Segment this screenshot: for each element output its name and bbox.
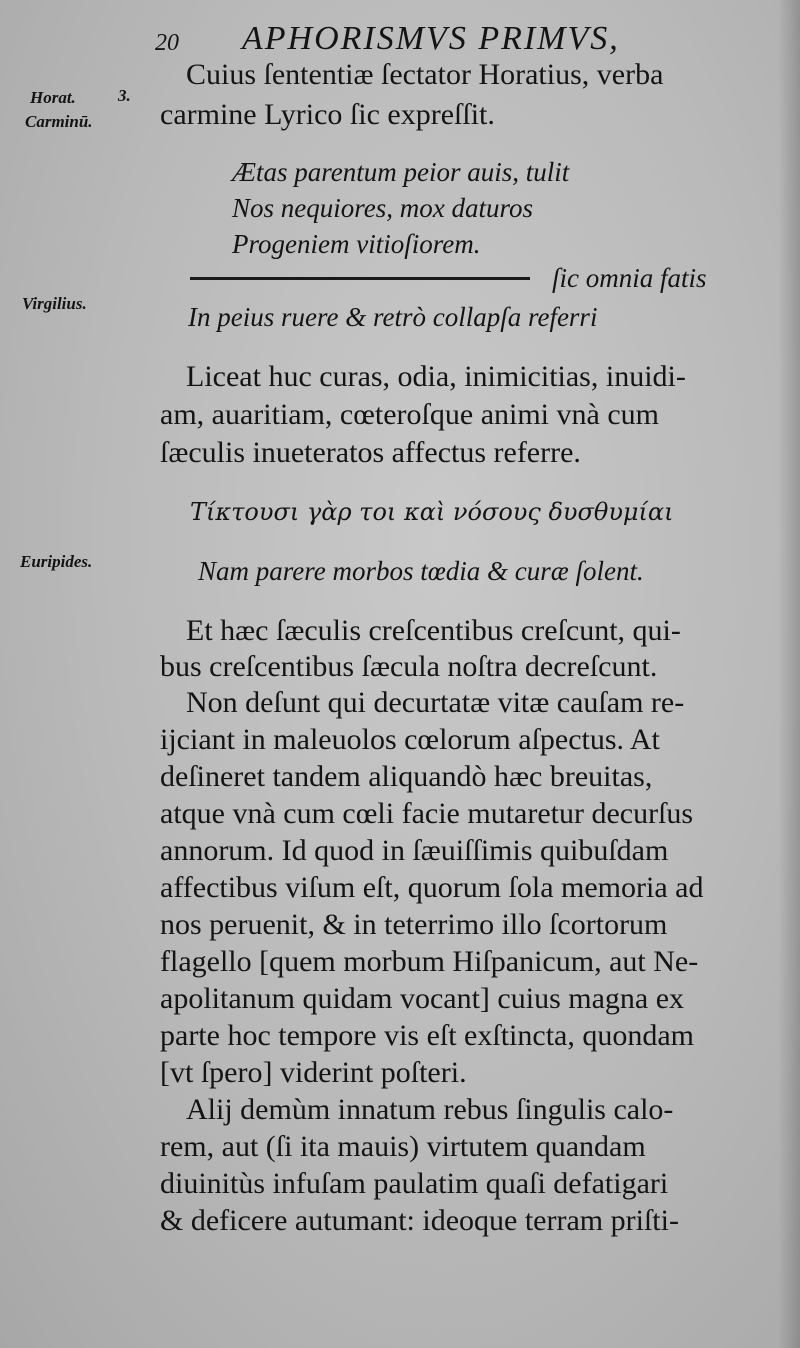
paragraph-5-line-1: Alij demùm innatum rebus ſingulis calo- — [186, 1093, 674, 1126]
paragraph-2-line-2: am, auaritiam, cœteroſque animi vnà cum — [160, 398, 659, 431]
verse-virgil-line-2: In peius ruere & retrò collapſa referri — [188, 302, 598, 332]
paragraph-4-line-9: apolitanum quidam vocant] cuius magna ex — [160, 982, 685, 1015]
paragraph-4-line-3: deſineret tandem aliquandò hæc breuitas, — [160, 760, 653, 793]
margin-note-horat: Horat. — [30, 88, 76, 107]
paragraph-1-line-2: carmine Lyrico ſic expreſſit. — [160, 98, 495, 131]
paragraph-4-line-8: flagello [quem morbum Hiſpanicum, aut Ne- — [160, 945, 699, 978]
paragraph-5-line-3: diuinitùs infuſam paulatim quaſi defatigari — [160, 1167, 669, 1200]
margin-note-carminum: Carminū. — [25, 112, 93, 131]
verse-virgil-line-1: ſic omnia fatis — [552, 263, 707, 293]
paragraph-4-line-1: Non deſunt qui decurtatæ vitæ cauſam re- — [186, 686, 685, 719]
paragraph-4-line-5: annorum. Id quod in ſæuiſſimis quibuſdam — [160, 834, 669, 867]
verse-horace-line-2: Nos nequiores, mox daturos — [232, 193, 533, 223]
verse-dash-rule — [190, 277, 530, 280]
margin-note-virgilius: Virgilius. — [22, 294, 87, 313]
paragraph-5-line-4: & deficere autumant: ideoque terram priſti- — [160, 1204, 679, 1237]
verse-horace-line-1: Ætas parentum peior auis, tulit — [232, 157, 570, 187]
greek-quotation: Τίκτουσι γὰρ τοι καὶ νόσους δυσθυμίαι — [190, 498, 674, 526]
verse-horace-line-3: Progeniem vitioſiorem. — [232, 229, 481, 259]
running-title: APHORISMVS PRIMVS, — [242, 20, 620, 57]
paragraph-2-line-3: ſæculis inueteratos affectus referre. — [160, 436, 581, 469]
page-number: 20 — [155, 30, 179, 56]
paragraph-4-line-2: ijciant in maleuolos cœlorum aſpectus. At — [160, 723, 660, 756]
margin-note-euripides: Euripides. — [20, 552, 93, 571]
paragraph-1-line-1: Cuius ſententiæ ſectator Horatius, verba — [186, 58, 664, 91]
paragraph-4-line-10: parte hoc tempore vis eſt exſtincta, quondam — [160, 1019, 694, 1052]
paragraph-4-line-6: affectibus viſum eſt, quorum ſola memoria ad — [160, 871, 704, 904]
paragraph-4-line-4: atque vnà cum cœli facie mutaretur decurſus — [160, 797, 694, 830]
latin-translation: Nam parere morbos tœdia & curæ ſolent. — [198, 556, 644, 586]
paragraph-3-line-1: Et hæc ſæculis creſcentibus creſcunt, qui- — [186, 614, 681, 647]
margin-note-horat-number: 3. — [118, 86, 131, 105]
paragraph-4-line-11: [vt ſpero] viderint poſteri. — [160, 1056, 467, 1089]
paragraph-4-line-7: nos peruenit, & in teterrimo illo ſcortorum — [160, 908, 668, 941]
paragraph-3-line-2: bus creſcentibus ſæcula noſtra decreſcunt. — [160, 650, 658, 683]
paragraph-5-line-2: rem, aut (ſi ita mauis) virtutem quandam — [160, 1130, 646, 1163]
paragraph-2-line-1: Liceat huc curas, odia, inimicitias, inuidi- — [186, 360, 686, 393]
